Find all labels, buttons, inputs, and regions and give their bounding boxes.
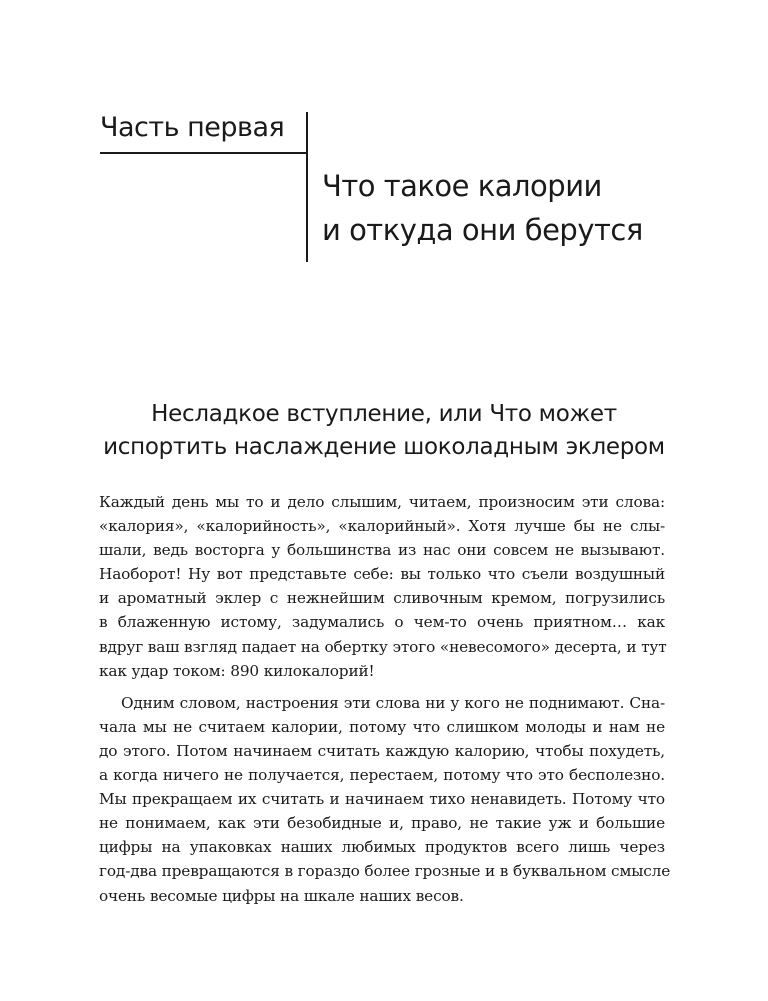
text-line: а когда ничего не получается, перестаем, потому что это бесполезно.	[99, 766, 665, 785]
text-line: шали, ведь восторга у большинства из нас они совсем не вызывают.	[99, 541, 665, 560]
text-line: не понимаем, как эти безобидные и, право, не такие уж и большие	[99, 814, 665, 833]
text-line: Одним словом, настроения эти слова ни у кого не поднимают. Сна-	[121, 693, 665, 712]
text-line: цифры на упаковках наших любимых продуктов всего лишь через	[99, 838, 665, 857]
paragraph-2	[99, 691, 671, 908]
text-line: и ароматный эклер с нежнейшим сливочным кремом, погрузились	[99, 589, 665, 608]
text-line: вдруг ваш взгляд падает на обертку этого «невесомого» десерта, и тут	[99, 637, 667, 656]
part-title	[322, 164, 643, 252]
part-label: Часть первая	[100, 112, 285, 143]
text-line: год-два превращаются в гораздо более грозные и в буквальном смысле	[99, 862, 671, 881]
part-label-underline	[100, 152, 307, 154]
text-line: до этого. Потом начинаем считать каждую калорию, чтобы похудеть,	[99, 741, 665, 760]
section-title-line-2: испортить наслаждение шоколадным эклером	[103, 434, 665, 460]
body-text	[99, 490, 671, 916]
paragraph-1	[99, 490, 665, 683]
section-title	[80, 398, 688, 464]
text-line: чала мы не считаем калории, потому что слишком молоды и нам не	[99, 717, 665, 736]
text-line: Каждый день мы то и дело слышим, читаем, произносим эти слова:	[99, 493, 665, 511]
text-line: очень весомые цифры на шкале наших весов.	[99, 886, 464, 905]
text-line: Мы прекращаем их считать и начинаем тихо ненавидеть. Потому что	[99, 790, 665, 809]
vertical-divider	[306, 112, 308, 262]
section-title-line-1: Несладкое вступление, или Что может	[151, 401, 617, 427]
text-line: «калория», «калорийность», «калорийный». Хотя лучше бы не слы-	[99, 517, 665, 536]
text-line: в блаженную истому, задумались о чем-то очень приятном… как	[99, 613, 665, 632]
part-title-line-2: и откуда они берутся	[322, 213, 643, 247]
text-line: Наоборот! Ну вот представьте себе: вы только что съели воздушный	[99, 565, 665, 584]
text-line: как удар током: 890 килокалорий!	[99, 661, 375, 680]
part-title-line-1: Что такое калории	[322, 169, 602, 203]
